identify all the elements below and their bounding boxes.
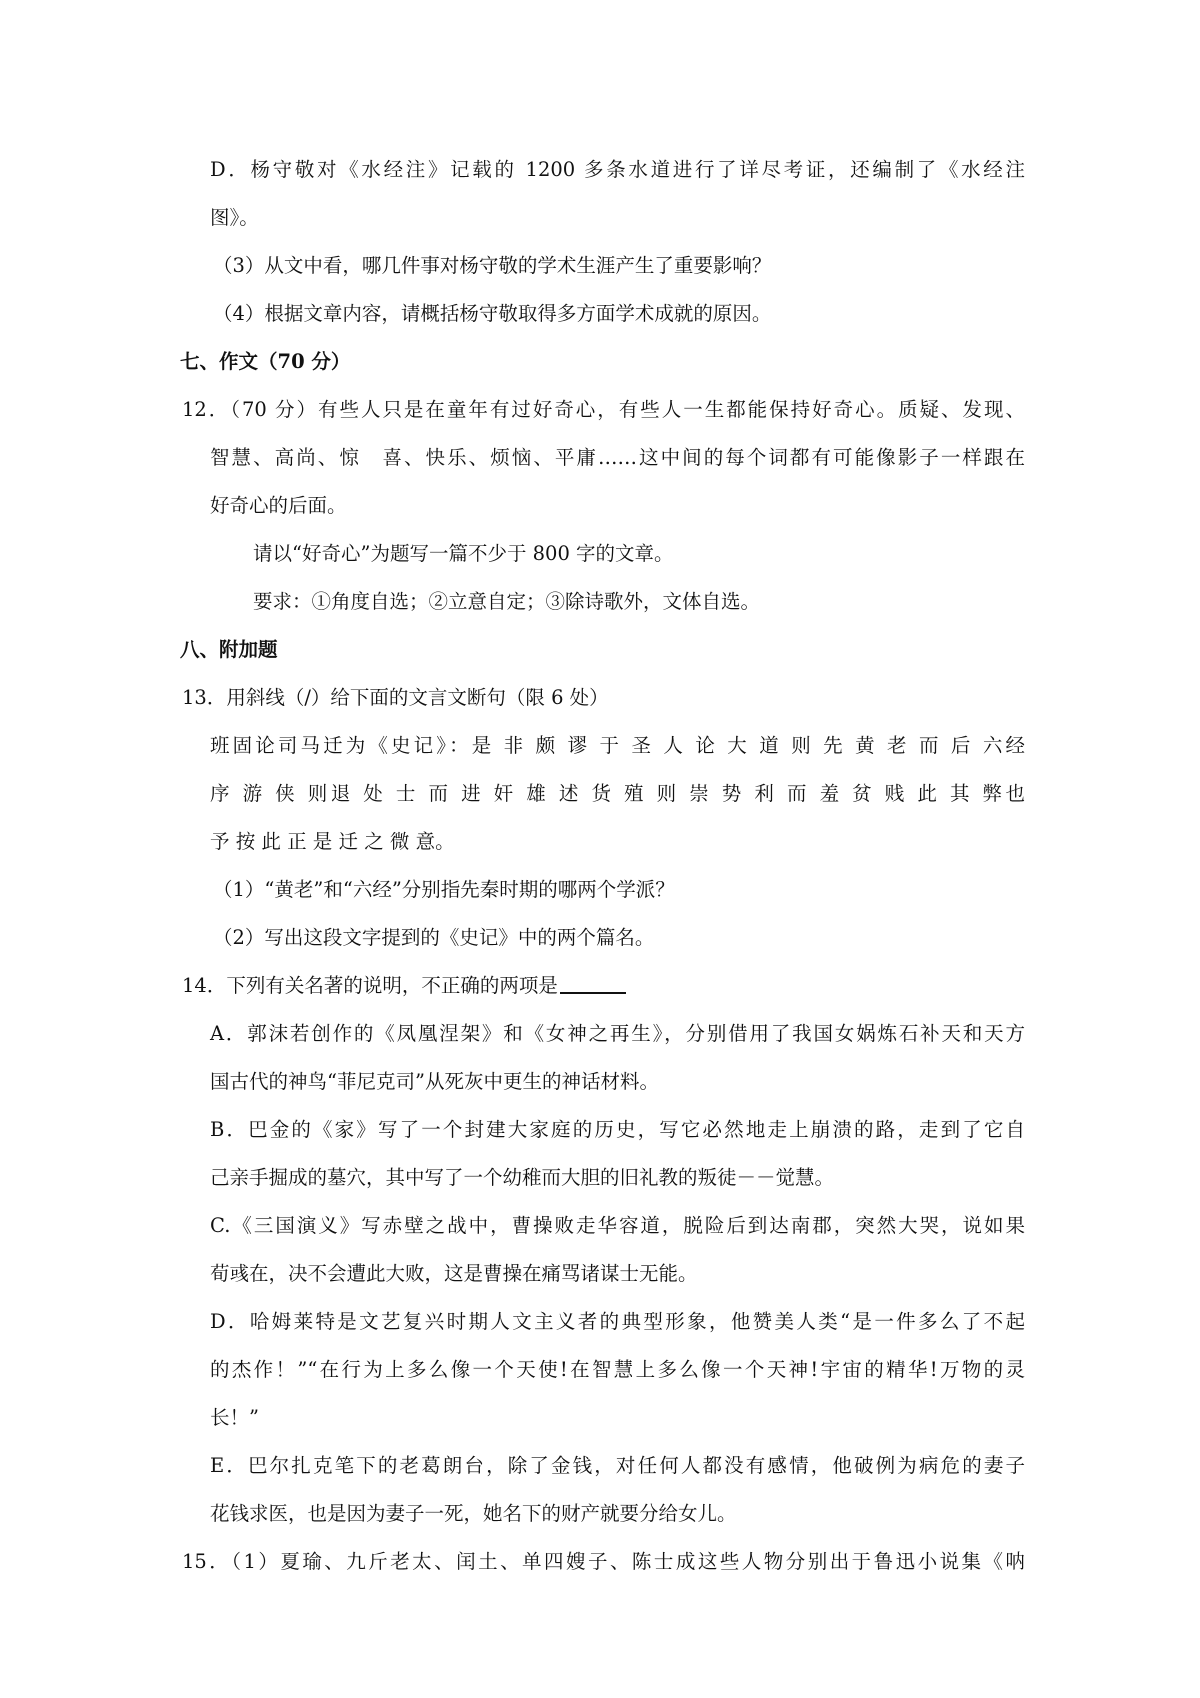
q14-option-a-line1: A．郭沫若创作的《凤凰涅架》和《女神之再生》，分别借用了我国女娲炼石补天和天方 bbox=[210, 1022, 1025, 1045]
q14-option-b-line1: B．巴金的《家》写了一个封建大家庭的历史，写它必然地走上崩溃的路，走到了它自 bbox=[210, 1118, 1025, 1141]
section-7-heading: 七、作文（70 分） bbox=[180, 350, 351, 373]
q13-classical-text-line3: 予 按 此 正 是 迁 之 微 意。 bbox=[210, 830, 455, 853]
q14-option-a-line2: 国古代的神鸟“菲尼克司”从死灰中更生的神话材料。 bbox=[210, 1070, 659, 1093]
q12-line3: 好奇心的后面。 bbox=[210, 494, 347, 517]
q14-option-d-line2: 的杰作！”“在行为上多么像一个天使!在智慧上多么像一个天神!宇宙的精华!万物的灵 bbox=[210, 1358, 1025, 1381]
q14-option-b-line2: 己亲手掘成的墓穴，其中写了一个幼稚而大胆的旧礼教的叛徒－－觉慧。 bbox=[210, 1166, 835, 1189]
q13-title: 13．用斜线（/）给下面的文言文断句（限 6 处） bbox=[182, 686, 609, 709]
q14-option-d-line3: 长！” bbox=[210, 1406, 259, 1429]
section-8-heading: 八、附加题 bbox=[180, 638, 278, 661]
q11-subquestion-3: （3）从文中看，哪几件事对杨守敬的学术生涯产生了重要影响？ bbox=[213, 254, 772, 277]
q14-option-c-line1: C.《三国演义》写赤壁之战中，曹操败走华容道，脱险后到达南郡，突然大哭，说如果 bbox=[210, 1214, 1025, 1237]
q15-line1: 15．（1）夏瑜、九斤老太、闰土、单四嫂子、陈士成这些人物分别出于鲁迅小说集《呐 bbox=[182, 1550, 1025, 1573]
q11-subquestion-4: （4）根据文章内容，请概括杨守敬取得多方面学术成就的原因。 bbox=[213, 302, 772, 325]
q14-option-d-line1: D．哈姆莱特是文艺复兴时期人文主义者的典型形象，他赞美人类“是一件多么了不起 bbox=[210, 1310, 1025, 1333]
q12-requirements: 要求：①角度自选；②立意自定；③除诗歌外，文体自选。 bbox=[253, 590, 761, 613]
q11-option-d-line2: 图》。 bbox=[210, 206, 259, 229]
q14-title bbox=[182, 973, 626, 999]
q13-subquestion-1: （1）“黄老”和“六经”分别指先秦时期的哪两个学派？ bbox=[213, 878, 675, 901]
q13-classical-text-line1: 班固论司马迁为《史记》：是 非 颇 谬 于 圣 人 论 大 道 则 先 黄 老 而 后 六经 bbox=[210, 734, 1025, 757]
q14-option-e-line2: 花钱求医，也是因为妻子一死，她名下的财产就要分给女儿。 bbox=[210, 1502, 737, 1525]
q14-option-c-line2: 荀彧在，决不会遭此大败，这是曹操在痛骂诸谋士无能。 bbox=[210, 1262, 698, 1285]
q12-line2: 智慧、高尚、惊 喜、快乐、烦恼、平庸……这中间的每个词都有可能像影子一样跟在 bbox=[210, 446, 1025, 469]
q14-option-e-line1: E．巴尔扎克笔下的老葛朗台，除了金钱，对任何人都没有感情，他破例为病危的妻子 bbox=[210, 1454, 1025, 1477]
q11-option-d-line1: D．杨守敬对《水经注》记载的 1200 多条水道进行了详尽考证，还编制了《水经注 bbox=[210, 158, 1025, 181]
q14-title-text: 14．下列有关名著的说明，不正确的两项是 bbox=[182, 974, 558, 997]
answer-blank bbox=[560, 974, 626, 994]
q13-classical-text-line2: 序 游 侠 则退 处 士 而 进 奸 雄 述 货 殖 则 崇 势 利 而 羞 贫 贱 此 其 弊也 bbox=[210, 782, 1025, 805]
q12-line1: 12．（70 分）有些人只是在童年有过好奇心，有些人一生都能保持好奇心。质疑、发现、 bbox=[182, 398, 1025, 421]
q12-prompt: 请以“好奇心”为题写一篇不少于 800 字的文章。 bbox=[253, 542, 674, 565]
q13-subquestion-2: （2）写出这段文字提到的《史记》中的两个篇名。 bbox=[213, 926, 655, 949]
